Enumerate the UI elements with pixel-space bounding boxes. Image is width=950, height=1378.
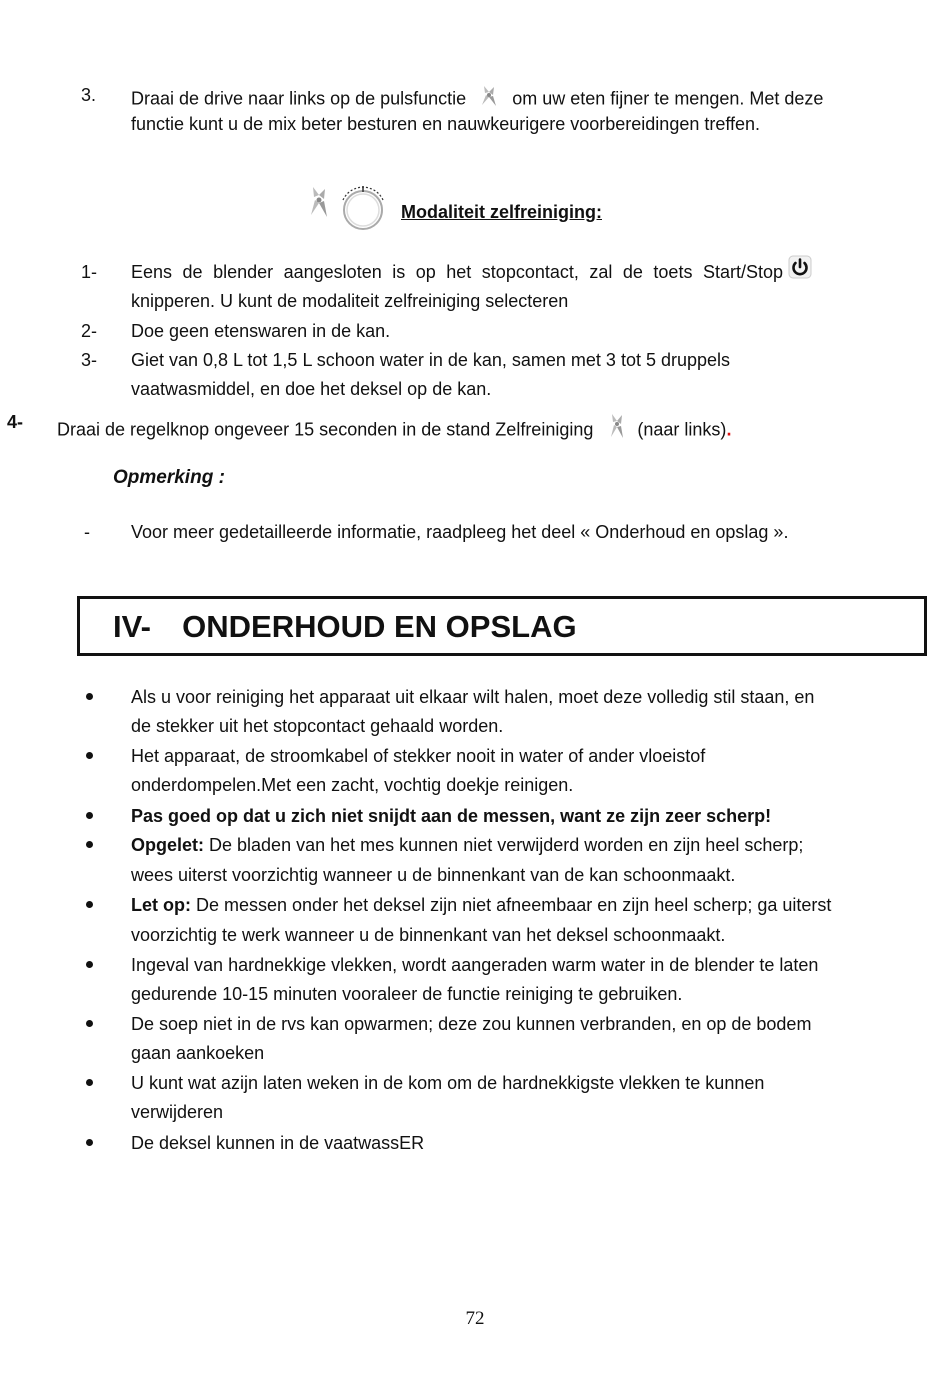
step-number: 2-	[81, 321, 98, 341]
step-number: 3.	[81, 85, 97, 105]
bullet-dot	[86, 752, 93, 759]
bullet-8-line2: verwijderen	[131, 1102, 224, 1122]
bullet-dot	[86, 1139, 93, 1146]
step3-line2: functie kunt u de mix beter besturen en nauwkeurigere voorbereidingen treffen.	[131, 114, 761, 134]
bullet-6-line1: Ingeval van hardnekkige vlekken, wordt aangeraden warm water in de blender te laten	[131, 955, 819, 975]
step4-line	[57, 411, 731, 450]
bullet-7-line2: gaan aankoeken	[131, 1043, 265, 1063]
bullet-5-text: De messen onder het deksel zijn niet afneembaar en zijn heel scherp; ga uiterst	[191, 895, 832, 915]
step3-text-a: Draai de drive naar links op de pulsfunctie	[131, 88, 467, 109]
bullet-1-line1: Als u voor reiniging het apparaat uit elkaar wilt halen, moet deze volledig stil staan, en	[131, 687, 815, 707]
section-numeral: IV-	[113, 609, 151, 644]
clean-step-3-line1: Giet van 0,8 L tot 1,5 L schoon water in de kan, samen met 3 tot 5 druppels	[131, 350, 731, 370]
pulse-fan-icon	[477, 84, 501, 115]
step-number: 3-	[81, 350, 98, 370]
bullet-dot	[86, 901, 93, 908]
bullet-7-line1: De soep niet in de rvs kan opwarmen; deze zou kunnen verbranden, en op de bodem	[131, 1014, 812, 1034]
step4-direction: (naar links)	[637, 419, 727, 440]
bullet-9-line1: De deksel kunnen in de vaatwassER	[131, 1133, 425, 1153]
remark-dash: -	[84, 522, 90, 542]
step4-text: Draai de regelknop ongeveer 15 seconden in de stand Zelfreiniging	[57, 419, 594, 440]
step3-line1	[131, 84, 823, 115]
bullet-5-line1	[131, 894, 831, 916]
control-dial-icon	[335, 182, 391, 237]
bullet-1-line2: de stekker uit het stopcontact gehaald worden.	[131, 716, 504, 736]
clean-step-1-line1: Eens de blender aangesloten is op het stopcontact, zal de toets Start/Stop	[131, 262, 783, 282]
self-clean-heading: Modaliteit zelfreiniging:	[401, 202, 602, 222]
bullet-5-lead: Let op:	[131, 895, 191, 915]
bullet-4-text: De bladen van het mes kunnen niet verwijderd worden en zijn heel scherp;	[204, 835, 804, 855]
clean-step-2: Doe geen etenswaren in de kan.	[131, 321, 391, 341]
section-title-text: ONDERHOUD EN OPSLAG	[182, 609, 577, 644]
bullet-2-line2: onderdompelen.Met een zacht, vochtig doekje reinigen.	[131, 775, 574, 795]
bullet-8-line1: U kunt wat azijn laten weken in de kom om de hardnekkigste vlekken te kunnen	[131, 1073, 765, 1093]
clean-step-3-line2: vaatwasmiddel, en doe het deksel op de kan.	[131, 379, 492, 399]
bullet-dot	[86, 1079, 93, 1086]
power-icon	[788, 255, 812, 284]
bullet-6-line2: gedurende 10-15 minuten vooraleer de functie reiniging te gebruiken.	[131, 984, 683, 1004]
remark-text: Voor meer gedetailleerde informatie, raadpleeg het deel « Onderhoud en opslag ».	[131, 522, 789, 542]
bullet-dot	[86, 1020, 93, 1027]
bullet-2-line1: Het apparaat, de stroomkabel of stekker nooit in water of ander vloeistof	[131, 746, 706, 766]
bullet-3-warning: Pas goed op dat u zich niet snijdt aan de messen, want ze zijn zeer scherp!	[131, 806, 772, 826]
clean-step-1-line2: knipperen. U kunt de modaliteit zelfreiniging selecteren	[131, 291, 569, 311]
self-clean-fan-icon	[606, 411, 628, 450]
step-number: 1-	[81, 262, 98, 282]
bullet-dot	[86, 961, 93, 968]
remark-heading: Opmerking :	[113, 467, 225, 488]
section-title	[113, 609, 577, 645]
page-number: 72	[465, 1308, 485, 1329]
bullet-4-lead: Opgelet:	[131, 835, 205, 855]
bullet-4-line2: wees uiterst voorzichtig wanneer u de binnenkant van de kan schoonmaakt.	[131, 865, 736, 885]
step4-period: .	[726, 419, 732, 440]
bullet-dot	[86, 812, 93, 819]
bullet-dot	[86, 841, 93, 848]
step3-text-b: om uw eten fijner te mengen. Met deze	[512, 88, 824, 109]
bullet-5-line2: voorzichtig te werk wanneer u de binnenkant van het deksel schoonmaakt.	[131, 925, 726, 945]
bullet-dot	[86, 693, 93, 700]
self-clean-fan-icon	[305, 183, 333, 232]
step-number: 4-	[7, 412, 24, 432]
bullet-4-line1	[131, 834, 803, 856]
